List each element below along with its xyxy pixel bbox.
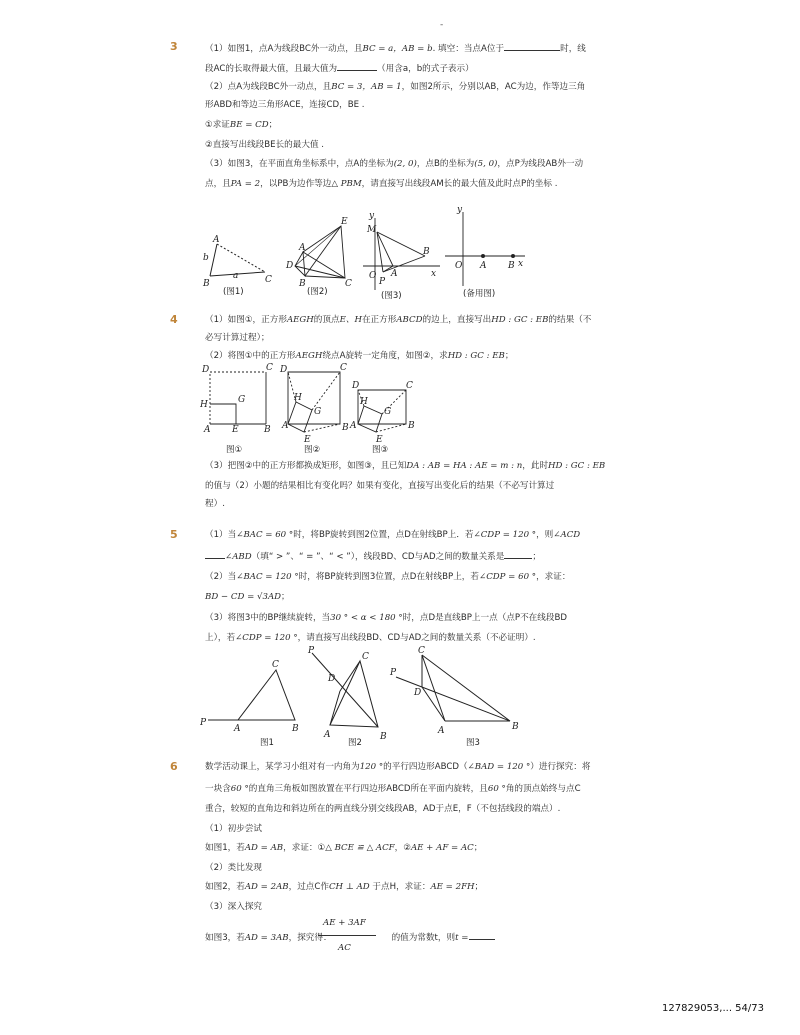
q6-text: 于点H，求证： (369, 882, 431, 892)
fraction-numerator: AE + 3AF (323, 918, 366, 928)
q3-text: 时，线 (560, 44, 586, 54)
q3-math: BC = 3，AB = 1 (331, 82, 402, 92)
answer-blank (337, 61, 377, 71)
svg-text:A: A (282, 421, 289, 431)
svg-text:H: H (200, 400, 208, 410)
q3-text: ，点P为线段AB外一动 (497, 159, 584, 169)
page-footer: 127829053,... 54/73 (662, 1003, 764, 1014)
svg-text:E: E (304, 435, 311, 445)
svg-text:D: D (280, 365, 288, 375)
q3-math: (2, 0) (393, 159, 417, 169)
svg-text:A: A (213, 235, 220, 245)
q3-line-4: 形ABD和等边三角形ACE，连接CD，BE . (205, 100, 365, 110)
q4-text: （1）如图①，正方形 (205, 315, 287, 325)
svg-text:A: A (324, 730, 331, 740)
q6-text: ； (474, 882, 484, 892)
svg-text:A: A (391, 269, 398, 279)
svg-text:C: C (340, 363, 347, 373)
q5-text: 上），若 (205, 633, 236, 643)
q6-math: AE + AF = AC (410, 843, 474, 853)
q4-math: E、H (339, 315, 362, 325)
svg-text:D: D (286, 261, 294, 271)
q6-math: ∠BAD = 120 ° (467, 762, 531, 772)
q4-math: AEGH (295, 351, 323, 361)
q5-text: ； (281, 592, 290, 602)
svg-text:B: B (299, 279, 306, 289)
q6-text: 一块含 (205, 784, 231, 794)
q6-math: 120 ° (359, 762, 384, 772)
q6-text: ，求证：① (283, 843, 326, 853)
q3-line-7 (205, 158, 583, 170)
svg-text:O: O (455, 261, 463, 271)
q4-text: 的结果（不 (548, 315, 592, 325)
q3-line-2 (205, 61, 474, 75)
question-number-5: 5 (170, 528, 178, 541)
q4-text: 在正方形 (361, 315, 397, 325)
svg-text:b: b (203, 253, 209, 263)
q5-line-4 (205, 591, 290, 603)
q5-text: 时，将BP旋转到图3位置，点D在射线BP上，若 (298, 572, 479, 582)
svg-text:B: B (508, 261, 515, 271)
q3-math: (5, 0) (474, 159, 498, 169)
q3-figure-4 (445, 212, 525, 286)
q3-text: （3）如图3，在平面直角坐标系中，点A的坐标为 (205, 159, 394, 169)
svg-text:A: A (350, 421, 357, 431)
q6-text: 如图2，若 (205, 882, 245, 892)
q4-text: ，此时 (522, 461, 549, 471)
svg-text:C: C (362, 652, 369, 662)
q4-math: HD : GC : EB (491, 315, 549, 325)
q6-text: ； (473, 843, 483, 853)
q5-text: （2）当 (205, 572, 237, 582)
q6-math: AD = 2AB (244, 882, 289, 892)
q6-text: 如图1，若 (205, 843, 245, 853)
q4-text: （3）把图②中的正方形都换成矩形，如图③，且已知 (205, 461, 407, 471)
answer-blank (504, 549, 532, 559)
q6-math: t = (455, 933, 469, 943)
svg-text:y: y (457, 205, 463, 215)
q5-figures (200, 645, 530, 750)
q3-math: △ PBM (331, 179, 362, 189)
q4-math: ABCD (396, 315, 423, 325)
q5-text: ，请直接写出线段BD、CD与AD之间的数量关系（不必证明）. (297, 633, 536, 643)
svg-text:E: E (341, 217, 348, 227)
q6-math: △ BCE ≌ △ ACF (325, 843, 395, 853)
q3-text: ①求证 (205, 120, 230, 130)
q3-text: （2）点A为线段BC外一动点，且 (205, 82, 332, 92)
q6-text: 角的顶点始终与点C (505, 784, 581, 794)
q6-text: ）进行探究：将 (530, 762, 591, 772)
q4-caption-2: 图② (304, 445, 321, 455)
q5-caption-2: 图2 (348, 738, 362, 748)
q3-math: PA = 2 (230, 179, 261, 189)
q6-math: 60 ° (230, 784, 249, 794)
q5-math: ∠ABD (225, 552, 252, 562)
question-number-6: 6 (170, 760, 178, 773)
svg-text:H: H (294, 393, 302, 403)
svg-text:P: P (308, 646, 315, 656)
q3-line-1 (205, 41, 586, 55)
q6-line-7 (205, 881, 483, 893)
q6-line-2 (205, 783, 581, 795)
q6-line-5 (205, 842, 482, 854)
q3-text: ，请直接写出线段AM长的最大值及此时点P的坐标 . (361, 179, 558, 189)
q5-math: ∠CDP = 60 ° (479, 572, 537, 582)
q5-text: （填“ > ”、“ = ”、“ < ”），线段BD、CD与AD之间的数量关系是 (251, 552, 505, 562)
svg-text:B: B (512, 722, 519, 732)
svg-text:P: P (200, 718, 207, 728)
q5-line-1 (205, 529, 580, 541)
q3-line-5 (205, 119, 277, 131)
svg-text:a: a (233, 271, 239, 281)
q4-line-6: 程）. (205, 499, 225, 509)
q6-text: 数学活动课上，某学习小组对有一内角为 (205, 762, 360, 772)
fraction-denominator: AC (338, 943, 351, 953)
q5-math: ∠CDP = 120 ° (235, 633, 298, 643)
q6-text: ，探究得： (288, 933, 332, 943)
q5-text: 时，点D是直线BP上一点（点P不在线段BD (402, 613, 567, 623)
question-number-3: 3 (170, 40, 178, 53)
q4-math: HD : GC : EB (447, 351, 505, 361)
svg-text:D: D (202, 365, 210, 375)
q3-math: BC = a，AB = b (362, 44, 433, 54)
q3-line-8 (205, 178, 557, 190)
q4-line-1 (205, 314, 591, 326)
q3-caption-2: (图2) (307, 287, 328, 297)
svg-text:O: O (369, 271, 377, 281)
q3-text: （1）如图1，点A为线段BC外一动点，且 (205, 44, 363, 54)
q4-math: DA : AB = HA : AE = m : n (406, 461, 523, 471)
svg-text:C: C (266, 363, 273, 373)
q4-figures (200, 362, 420, 458)
q4-text: 绕点A旋转一定角度，如图②，求 (322, 351, 448, 361)
q6-text: ，② (394, 843, 411, 853)
q6-math: AD = 3AB (244, 933, 289, 943)
svg-text:B: B (408, 421, 415, 431)
svg-text:A: A (480, 261, 487, 271)
q6-math: AE = 2FH (430, 882, 475, 892)
q5-text: 时，将BP旋转到图2位置，点D在射线BP上．若 (293, 530, 474, 540)
svg-text:B: B (203, 279, 210, 289)
q5-text: （3）将图3中的BP继续旋转，当 (205, 613, 331, 623)
q5-math: ∠ACD (553, 530, 581, 540)
q4-text: 的顶点 (313, 315, 340, 325)
q6-text: 的平行四边形ABCD（ (383, 762, 468, 772)
svg-text:D: D (328, 674, 336, 684)
q5-text: ，求证： (536, 572, 571, 582)
svg-text:B: B (342, 423, 349, 433)
q6-line-8: （3）深入探究 (205, 902, 263, 912)
q3-caption-3: (图3) (381, 291, 402, 301)
svg-text:C: C (418, 646, 425, 656)
q3-line-6: ②直接写出线段BE长的最大值 . (205, 140, 325, 150)
q4-math: AEGH (286, 315, 314, 325)
svg-text:y: y (369, 211, 375, 221)
svg-text:x: x (518, 259, 524, 269)
q6-math: 60 ° (487, 784, 506, 794)
svg-text:G: G (384, 407, 392, 417)
q6-line-3: 重合，较短的直角边和斜边所在的两直线分别交线段AB，AD于点E，F（不包括线段的端点）. (205, 804, 561, 814)
q4-line-3 (205, 350, 513, 362)
q3-math: BE = CD (229, 120, 269, 130)
q3-text: ，点B的坐标为 (416, 159, 475, 169)
svg-text:H: H (360, 397, 368, 407)
svg-text:B: B (380, 732, 387, 742)
q4-line-5: 的值与（2）小题的结果相比有变化吗？如果有变化，直接写出变化后的结果（不必写计算过 (205, 481, 555, 491)
q6-text: 如图3，若 (205, 933, 245, 943)
q4-line-4 (205, 460, 605, 472)
q5-line-2 (205, 549, 541, 563)
q3-text: ，以PB为边作等边 (260, 179, 332, 189)
q3-text: ，如图2所示，分别以AB，AC为边，作等边三角 (401, 82, 586, 92)
q6-text: ，过点C作 (288, 882, 329, 892)
q5-text: ，则 (536, 530, 554, 540)
svg-text:B: B (423, 247, 430, 257)
q5-math: ∠CDP = 120 ° (473, 530, 537, 540)
q4-text: （2）将图①中的正方形 (205, 351, 296, 361)
q3-text: 点，且 (205, 179, 231, 189)
q4-math: HD : GC : EB (548, 461, 606, 471)
q3-caption-1: (图1) (223, 287, 244, 297)
svg-text:M: M (367, 225, 377, 235)
q4-text: 的边上，直接写出 (422, 315, 492, 325)
q6-text: 的直角三角板如图放置在平行四边形ABCD所在平面内旋转，且 (248, 784, 488, 794)
q6-line-6: （2）类比发现 (205, 863, 263, 873)
svg-text:E: E (376, 435, 383, 445)
svg-text:B: B (264, 425, 271, 435)
svg-text:D: D (414, 688, 422, 698)
q5-text: （1）当 (205, 530, 237, 540)
q3-figures (195, 200, 555, 305)
question-number-4: 4 (170, 313, 178, 326)
q5-caption-1: 图1 (260, 738, 274, 748)
q3-text: （用含a，b的式子表示） (377, 64, 474, 74)
q5-line-3 (205, 571, 570, 583)
q3-text: ； (268, 120, 278, 130)
svg-text:A: A (299, 243, 306, 253)
answer-blank (205, 549, 225, 559)
svg-text:P: P (379, 277, 386, 287)
q3-text: . 填空：当点A位于 (432, 44, 505, 54)
q5-math: 30 ° < α < 180 ° (330, 613, 403, 623)
answer-blank (504, 41, 560, 51)
svg-text:A: A (204, 425, 211, 435)
q6-math: CH ⊥ AD (328, 882, 370, 892)
q3-line-3 (205, 81, 585, 93)
top-mark: - (440, 20, 444, 30)
q5-line-5 (205, 612, 567, 624)
q3-text: 段AC的长取得最大值，且最大值为 (205, 64, 338, 74)
q6-line-4: （1）初步尝试 (205, 824, 263, 834)
q5-math: ∠BAC = 120 ° (236, 572, 299, 582)
q6-line-1 (205, 761, 590, 773)
svg-text:C: C (272, 660, 279, 670)
svg-text:P: P (390, 668, 397, 678)
svg-text:C: C (265, 275, 272, 285)
q4-line-2: 必写计算过程）； (205, 333, 270, 343)
answer-blank (469, 930, 495, 940)
svg-text:G: G (238, 395, 246, 405)
q6-text: 的值为常数t，则 (391, 933, 456, 943)
svg-text:E: E (232, 425, 239, 435)
q4-caption-3: 图③ (372, 445, 389, 455)
q4-text: ； (504, 351, 514, 361)
q5-figure-1 (208, 670, 295, 720)
svg-text:A: A (438, 726, 445, 736)
q5-figure-2 (312, 653, 378, 727)
svg-text:C: C (345, 279, 352, 289)
q3-caption-4: (备用图) (463, 289, 496, 299)
q5-text: ； (532, 552, 541, 562)
q6-line-9 (205, 930, 495, 944)
svg-text:A: A (234, 724, 241, 734)
svg-text:x: x (431, 269, 437, 279)
q4-caption-1: 图① (226, 445, 243, 455)
svg-text:C: C (406, 381, 413, 391)
q5-line-6 (205, 632, 536, 644)
q5-caption-3: 图3 (466, 738, 480, 748)
svg-text:B: B (292, 724, 299, 734)
q5-math: ∠BAC = 60 ° (236, 530, 294, 540)
svg-text:D: D (352, 381, 360, 391)
q6-math: AD = AB (244, 843, 284, 853)
q5-math: BD − CD = √3AD (205, 592, 282, 602)
svg-text:G: G (314, 407, 322, 417)
